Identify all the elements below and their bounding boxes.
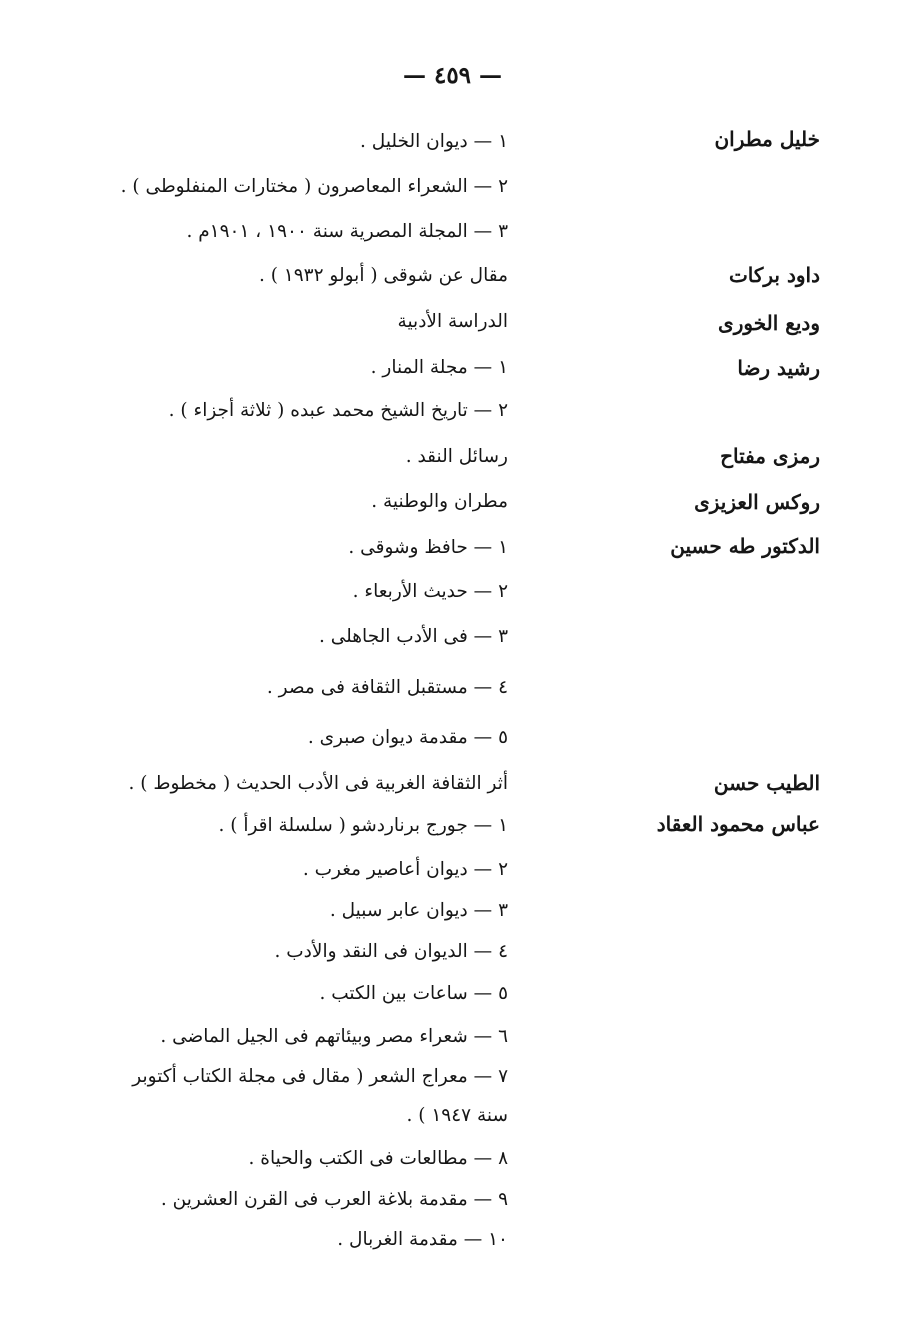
author-name: الطيب حسن [713, 771, 820, 795]
work-entry: ٣ — فى الأدب الجاهلى . [319, 626, 508, 647]
work-entry: ١ — جورج برناردشو ( سلسلة اقرأ ) . [218, 815, 508, 836]
work-entry: ٦ — شعراء مصر وبيئاتهم فى الجيل الماضى . [160, 1026, 508, 1047]
work-entry: مطران والوطنية . [371, 491, 508, 512]
work-entry: ١٠ — مقدمة الغربال . [337, 1229, 508, 1250]
work-entry: ٩ — مقدمة بلاغة العرب فى القرن العشرين . [160, 1189, 508, 1210]
work-entry: أثر الثقافة الغربية فى الأدب الحديث ( مخطوط ) . [128, 773, 508, 794]
work-entry: ٤ — الديوان فى النقد والأدب . [274, 941, 508, 962]
author-name: الدكتور طه حسين [670, 534, 820, 558]
work-entry: ٨ — مطالعات فى الكتب والحياة . [248, 1148, 508, 1169]
work-entry: ٢ — ديوان أعاصير مغرب . [302, 859, 508, 880]
work-entry: ١ — ديوان الخليل . [360, 131, 508, 152]
work-entry: ٣ — المجلة المصرية سنة ١٩٠٠ ، ١٩٠١م . [186, 221, 508, 242]
author-name: داود بركات [728, 263, 820, 287]
work-entry: مقال عن شوقى ( أبولو ١٩٣٢ ) . [258, 265, 508, 286]
work-entry: سنة ١٩٤٧ ) . [406, 1105, 508, 1126]
author-name: رمزى مفتاح [720, 444, 820, 468]
work-entry: ٥ — مقدمة ديوان صبرى . [307, 727, 508, 748]
work-entry: ٣ — ديوان عابر سبيل . [329, 900, 508, 921]
author-name: خليل مطران [714, 127, 820, 151]
author-name: وديع الخورى [718, 311, 820, 335]
author-name: عباس محمود العقاد [656, 812, 820, 836]
page-number: — ٤٥٩ — [402, 62, 503, 89]
work-entry: رسائل النقد . [405, 446, 508, 467]
author-name: رشيد رضا [737, 356, 820, 380]
work-entry: ١ — مجلة المنار . [370, 357, 508, 378]
work-entry: ١ — حافظ وشوقى . [348, 537, 508, 558]
author-name: روكس العزيزى [694, 490, 820, 514]
work-entry: ٤ — مستقبل الثقافة فى مصر . [266, 677, 508, 698]
work-entry: ٢ — حديث الأربعاء . [352, 581, 508, 602]
work-entry: ٧ — معراج الشعر ( مقال فى مجلة الكتاب أكتوبر [132, 1066, 508, 1087]
work-entry: الدراسة الأدبية [397, 311, 508, 332]
work-entry: ٢ — تاريخ الشيخ محمد عبده ( ثلاثة أجزاء ) . [168, 400, 508, 421]
work-entry: ٢ — الشعراء المعاصرون ( مختارات المنفلوطى ) . [120, 176, 508, 197]
work-entry: ٥ — ساعات بين الكتب . [319, 983, 508, 1004]
